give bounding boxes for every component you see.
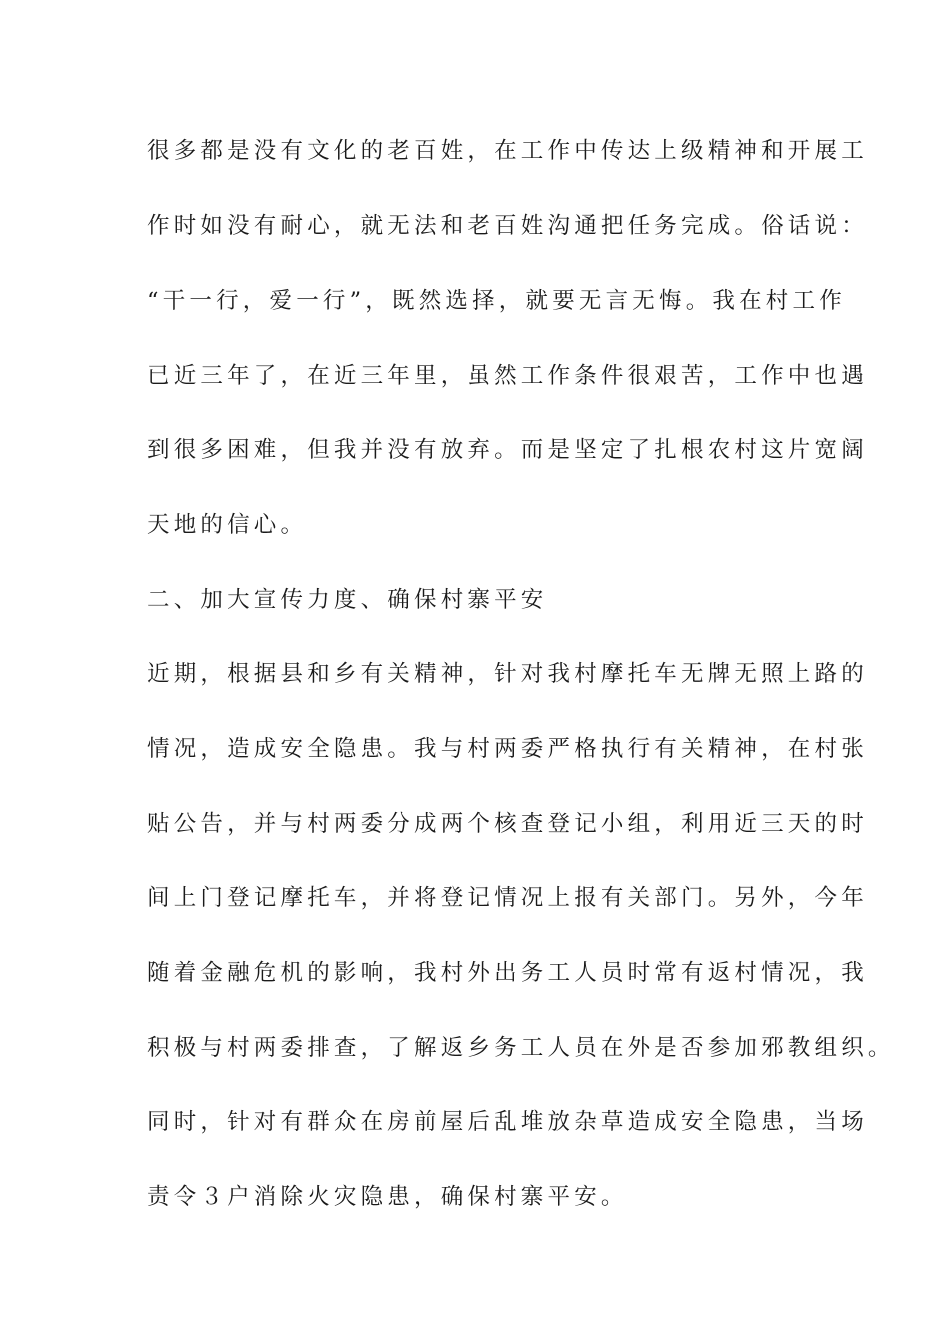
paragraph-line: 情况，造成安全隐患。我与村两委严格执行有关精神，在村张 <box>147 736 868 762</box>
section-heading: 二、加大宣传力度、确保村寨平安 <box>147 587 548 613</box>
paragraph-line: 作时如没有耐心，就无法和老百姓沟通把任务完成。俗话说： <box>147 213 868 239</box>
paragraph-line: 贴公告，并与村两委分成两个核查登记小组，利用近三天的时 <box>147 811 868 837</box>
paragraph-line: “干一行，爱一行”，既然选择，就要无言无悔。我在村工作 <box>147 288 846 314</box>
paragraph-line: 天地的信心。 <box>147 512 308 538</box>
paragraph-line: 积极与村两委排查，了解返乡务工人员在外是否参加邪教组织。 <box>147 1035 895 1061</box>
paragraph-line: 很多都是没有文化的老百姓，在工作中传达上级精神和开展工 <box>147 138 868 164</box>
paragraph-line: 到很多困难，但我并没有放弃。而是坚定了扎根农村这片宽阔 <box>147 437 868 463</box>
paragraph-line: 已近三年了，在近三年里，虽然工作条件很艰苦，工作中也遇 <box>147 363 868 389</box>
paragraph-line: 间上门登记摩托车，并将登记情况上报有关部门。另外，今年 <box>147 885 868 911</box>
paragraph-line: 随着金融危机的影响，我村外出务工人员时常有返村情况，我 <box>147 960 868 986</box>
paragraph-line: 同时，针对有群众在房前屋后乱堆放杂草造成安全隐患，当场 <box>147 1109 868 1135</box>
paragraph-line: 近期，根据县和乡有关精神，针对我村摩托车无牌无照上路的 <box>147 661 868 687</box>
paragraph-line: 责令３户消除火灾隐患，确保村寨平安。 <box>147 1184 628 1210</box>
